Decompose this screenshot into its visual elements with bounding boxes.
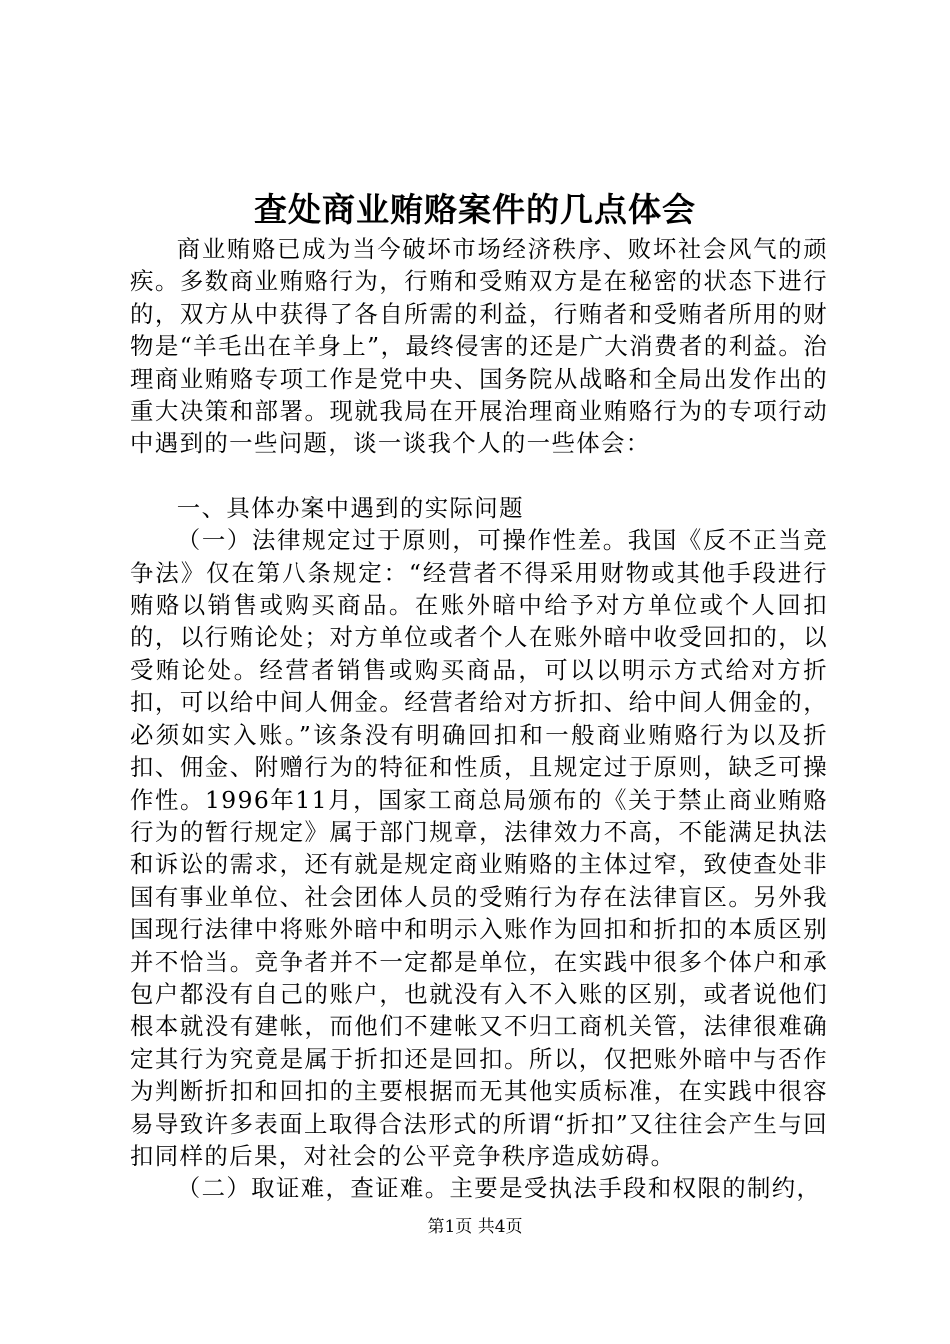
document-title: 查处商业贿赂案件的几点体会 [254, 190, 696, 229]
section-heading: 一、具体办案中遇到的实际问题 [176, 493, 524, 522]
intro-paragraph: 商业贿赂已成为当今破坏市场经济秩序、败坏社会风气的顽疾。多数商业贿赂行为，行贿和受贿双方是在秘密的状态下进行的，双方从中获得了各自所需的利益，行贿者和受贿者所用的财物是“羊毛出在羊身上”，最终侵害的还是广大消费者的利益。治理商业贿赂专项工作是党中央、国务院从战略和全局出发作出的重大决策和部署。现就我局在开展治理商业贿赂行为的专项行动中遇到的一些问题，谈一谈我个人的一些体会： [130, 235, 828, 458]
body-paragraph: （二）取证难，查证难。主要是受执法手段和权限的制约， [176, 1174, 822, 1203]
page-footer: 第1页 共4页 [427, 1217, 523, 1237]
document-body [130, 233, 828, 1205]
body-paragraph: （一）法律规定过于原则，可操作性差。我国《反不正当竞争法》仅在第八条规定：“经营者不得采用财物或其他手段进行贿赂以销售或购买商品。在账外暗中给予对方单位或个人回扣的，以行贿论处；对方单位或者个人在账外暗中收受回扣的，以受贿论处。经营者销售或购买商品，可以以明示方式给对方折扣，可以给中间人佣金。经营者给对方折扣、给中间人佣金的，必须如实入账。”该条没有明确回扣和一般商业贿赂行为以及折扣、佣金、附赠行为的特征和性质，且规定过于原则，缺乏可操作性。1996年11月，国家工商总局颁布的《关于禁止商业贿赂行为的暂行规定》属于部门规章，法律效力不高，不能满足执法和诉讼的需求，还有就是规定商业贿赂的主体过窄，致使查处非国有事业单位、社会团体人员的受贿行为存在法律盲区。另外我国现行法律中将账外暗中和明示入账作为回扣和折扣的本质区别并不恰当。竞争者并不一定都是单位，在实践中很多个体户和承包户都没有自己的账户，也就没有入不入账的区别，或者说他们根本就没有建帐，而他们不建帐又不归工商机关管，法律很难确定其行为究竟是属于折扣还是回扣。所以，仅把账外暗中与否作为判断折扣和回扣的主要根据而无其他实质标准，在实践中很容易导致许多表面上取得合法形式的所谓“折扣”又往往会产生与回扣同样的后果，对社会的公平竞争秩序造成妨碍。 [130, 526, 828, 1170]
